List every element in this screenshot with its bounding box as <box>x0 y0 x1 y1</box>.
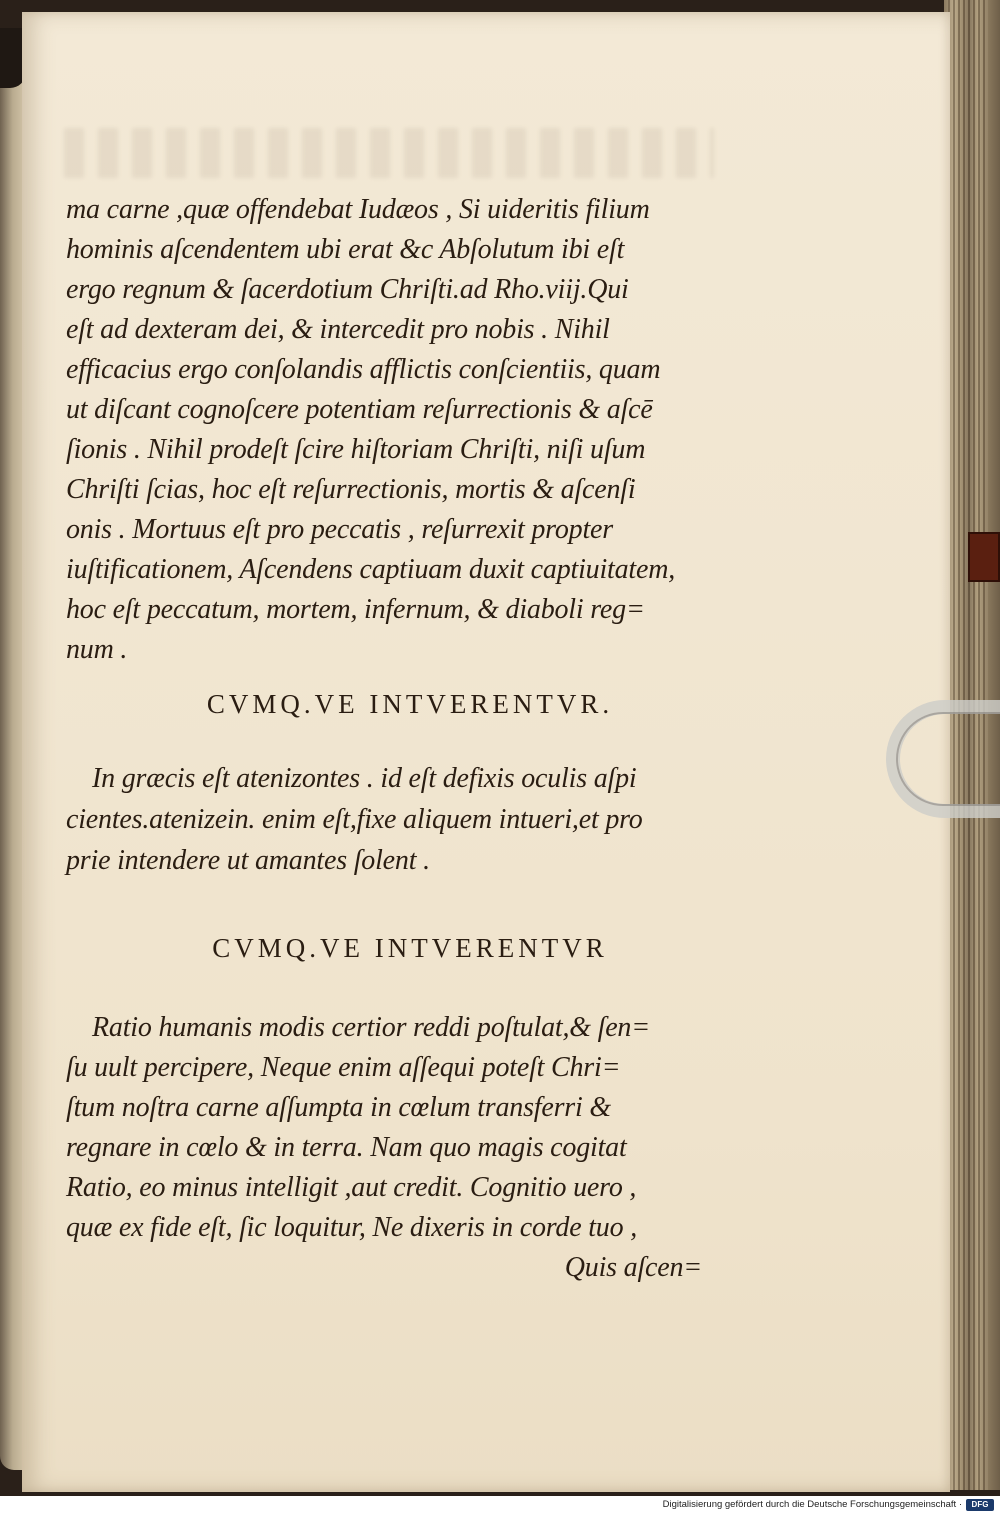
text-line: ut diſcant cognoſcere potentiam reſurrectionis & aſcē <box>66 394 653 425</box>
text-line: regnare in cœlo & in terra. Nam quo magis cogitat <box>66 1132 627 1163</box>
text-line: iuſtificationem, Aſcendens captiuam duxit captiuitatem, <box>66 554 676 585</box>
text-line: Chriſti ſcias, hoc eſt reſurrectionis, mortis & aſcenſi <box>66 474 636 505</box>
text-line: ſtum noſtra carne aſſumpta in cœlum transferri & <box>66 1092 611 1123</box>
text-line: num . <box>66 634 128 665</box>
text-line: efficacius ergo conſolandis afflictis conſcientiis, quam <box>66 354 661 385</box>
text-line: In græcis eſt atenizontes . id eſt defixis oculis aſpi <box>92 763 637 794</box>
text-line: onis . Mortuus eſt pro peccatis , reſurrexit propter <box>66 514 613 545</box>
text-line: eſt ad dexteram dei, & intercedit pro nobis . Nihil <box>66 314 610 345</box>
page-clip-shadow <box>896 712 1000 806</box>
text-block-first <box>66 190 702 670</box>
text-line: cientes.atenizein. enim eſt,fixe aliquem intueri,et pro <box>66 804 643 835</box>
catchword: Quis aſcen= <box>564 1252 702 1283</box>
text-line: ſu uult percipere, Neque enim aſſequi poteſt Chri= <box>66 1052 621 1083</box>
dfg-logo <box>966 1499 994 1511</box>
dfg-logo-text: DFG <box>971 1500 989 1509</box>
text-block-second <box>66 758 702 881</box>
section-heading-second: CVMQ.VE INTVERENTVR <box>212 933 608 963</box>
text-line: Ratio, eo minus intelligit ,aut credit. Cognitio uero , <box>66 1172 637 1203</box>
text-line: ſionis . Nihil prodeſt ſcire hiſtoriam Chriſti, niſi uſum <box>66 434 646 465</box>
text-line: Ratio humanis modis certior reddi poſtulat,& ſen= <box>92 1012 650 1043</box>
text-line: prie intendere ut amantes ſolent . <box>66 845 430 876</box>
show-through-text <box>64 128 714 178</box>
text-line: hominis aſcendentem ubi erat &c Abſolutum ibi eſt <box>66 234 625 265</box>
text-line: ergo regnum & ſacerdotium Chriſti.ad Rho.viij.Qui <box>66 274 629 305</box>
bookmark-ribbon <box>968 532 1000 582</box>
text-line: quæ ex fide eſt, ſic loquitur, Ne dixeris in corde tuo , <box>66 1212 638 1243</box>
text-block-third <box>66 1008 702 1288</box>
text-line: hoc eſt peccatum, mortem, infernum, & diaboli reg= <box>66 594 645 625</box>
digitization-credit: Digitalisierung gefördert durch die Deutsche Forschungsgemeinschaft · <box>662 1499 962 1510</box>
section-heading-first: CVMQ.VE INTVERENTVR. <box>206 689 614 719</box>
text-line: ma carne ,quæ offendebat Iudæos , Si uideritis filium <box>66 194 650 225</box>
